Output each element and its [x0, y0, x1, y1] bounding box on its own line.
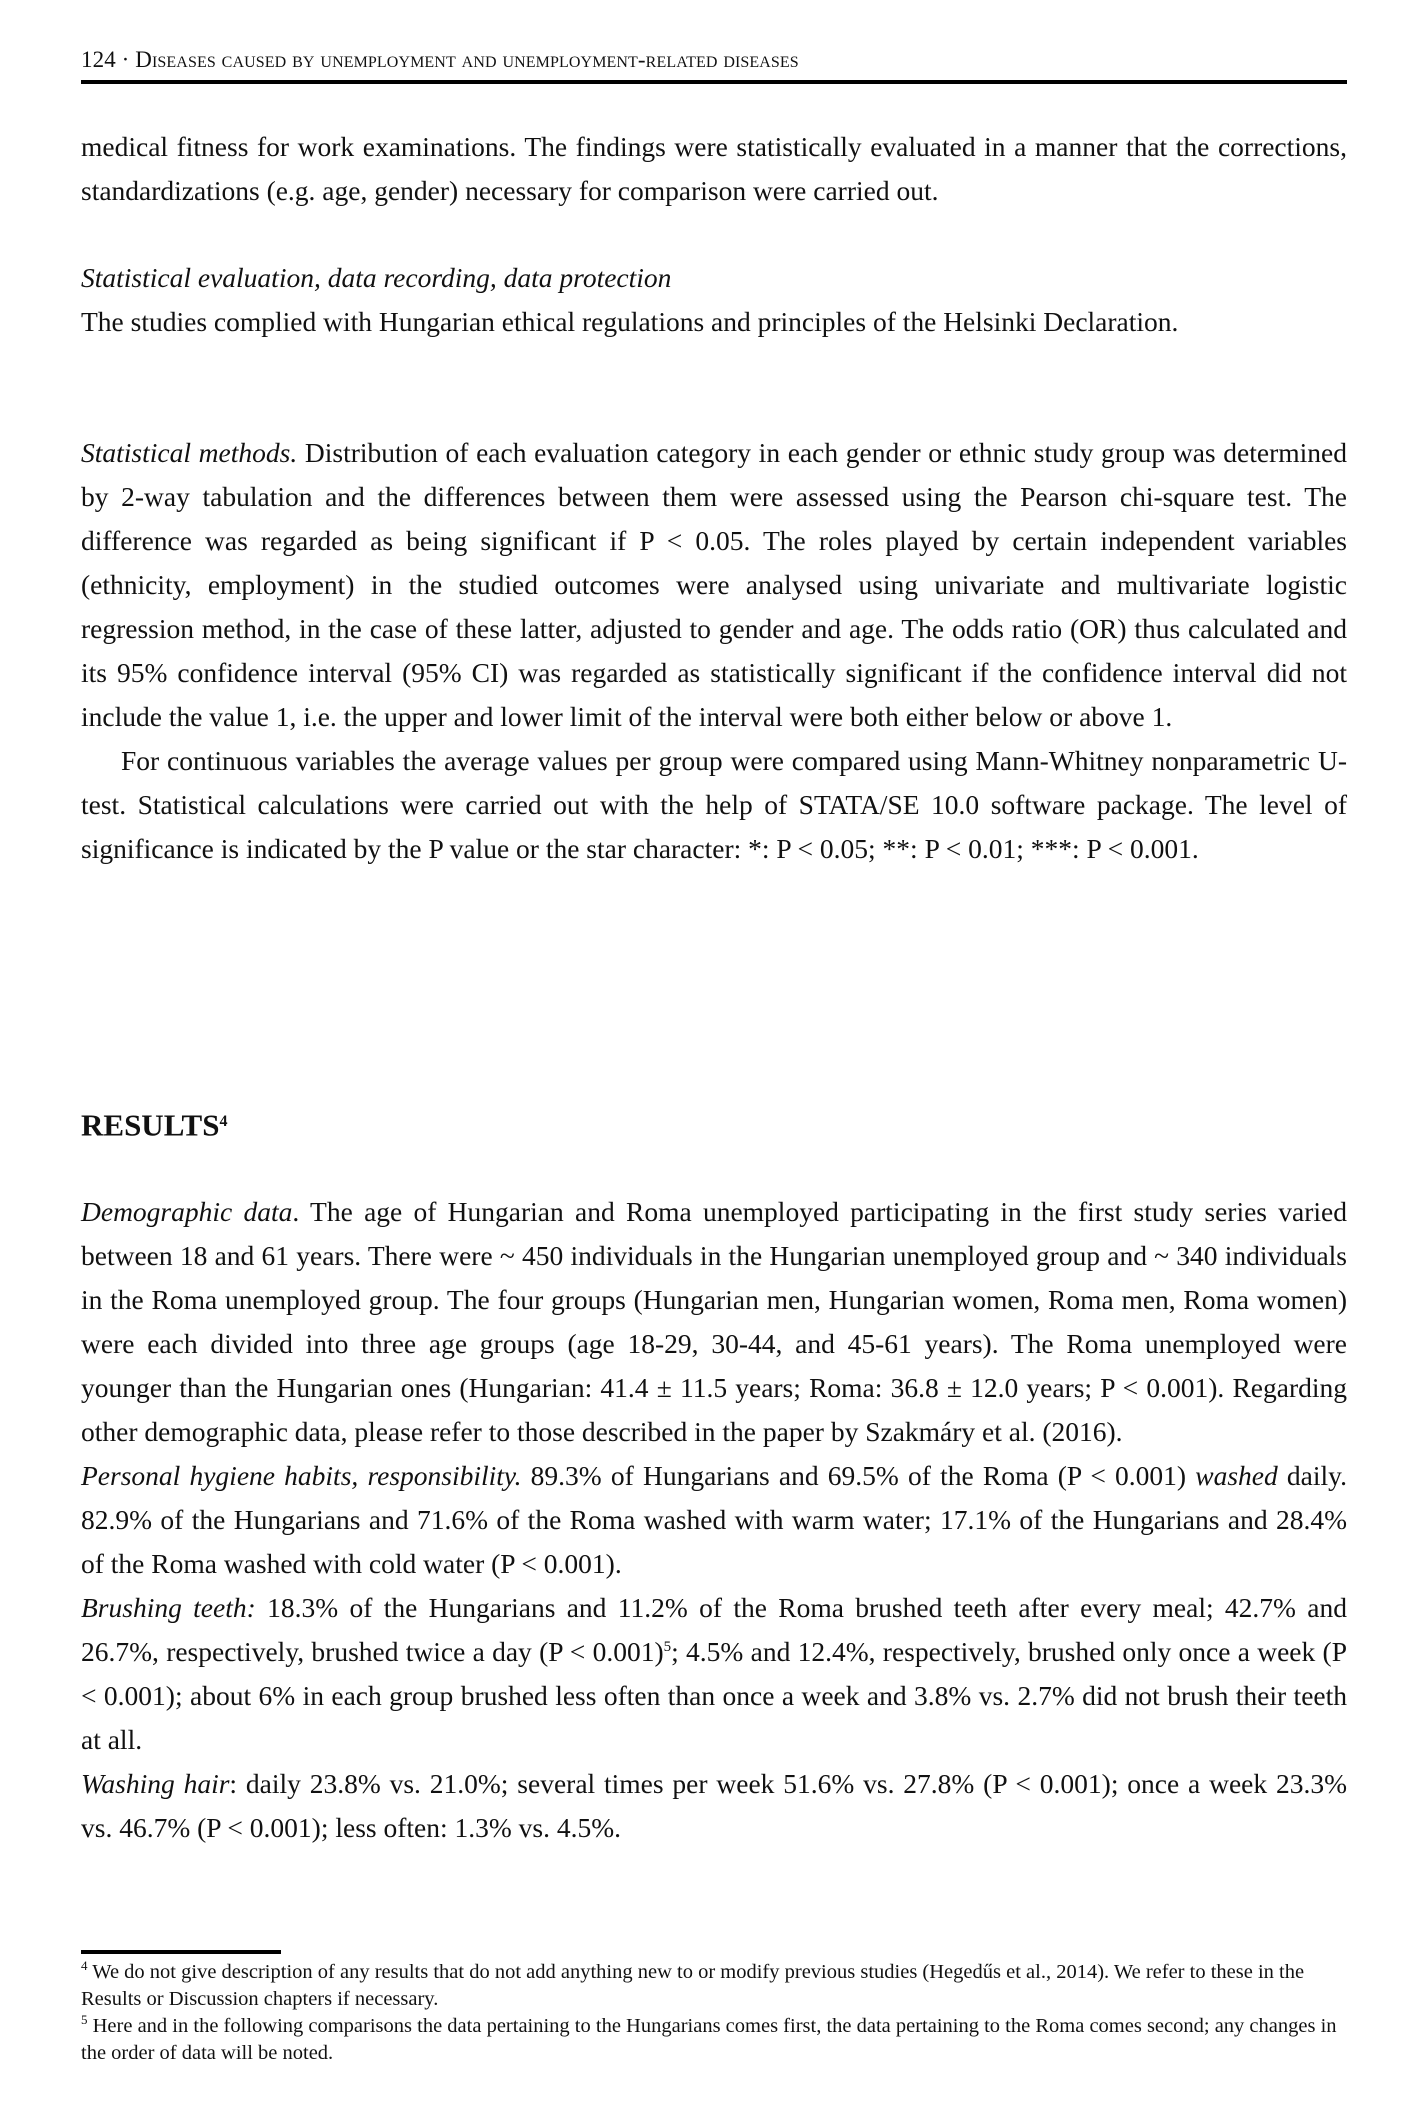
hygiene-text-1: 89.3% of Hungarians and 69.5% of the Roma (P < 0.001) [521, 1460, 1196, 1491]
ethics-text: The studies complied with Hungarian ethical regulations and principles of the Helsinki Declaration. [81, 306, 1179, 337]
hair-text: : daily 23.8% vs. 21.0%; several times per week 51.6% vs. 27.8% (P < 0.001); once a week 23.3% vs. 46.7% (P < 0.001); less often: 1.3% vs. 4.5%. [81, 1768, 1347, 1843]
results-heading [81, 1100, 227, 1145]
ethics-heading-text: Statistical evaluation, data recording, data protection [81, 262, 672, 293]
demographic-text: . The age of Hungarian and Roma unemployed participating in the first study series varied between 18 and 61 years. There were ~ 450 individuals in the Hungarian unemployed group and ~ 340 individuals in the Roma unemployed group. The four groups (Hungarian men, Hungarian women, Roma men, Roma women) were each divided into three age groups (age 18-29, 30-44, and 45-61 years). The Roma unemployed were younger than the Hungarian ones (Hungarian: 41.4 ± 11.5 years; Roma: 36.8 ± 12.0 years; P < 0.001). Regarding other demographic data, please refer to those described in the paper by Szakmáry et al. (2016). [81, 1196, 1347, 1447]
footnote-5 [81, 2013, 1347, 2067]
hair-paragraph [81, 1762, 1347, 1850]
footnote-marker: 5 [81, 2012, 88, 2028]
results-body [81, 1190, 1347, 1850]
footnote-rule [81, 1950, 281, 1954]
footnote-ref-4[interactable]: 4 [219, 1113, 228, 1130]
hygiene-paragraph [81, 1454, 1347, 1586]
teeth-text-1: 18.3% of the Hungarians and 11.2% of the Roma brushed teeth after every meal; 42.7% and 26.7%, respectively, brushed twice a day (P < 0.001) [81, 1592, 1348, 1667]
intro-paragraph [81, 125, 1347, 213]
hygiene-text-2: daily. 82.9% of the Hungarians and 71.6% of the Roma washed with warm water; 17.1% of the Hungarians and 28.4% of the Roma washed with cold water (P < 0.001). [81, 1460, 1347, 1579]
methods-paragraph [81, 431, 1347, 739]
hygiene-washed: washed [1195, 1460, 1278, 1491]
footnote-text: Here and in the following comparisons the data pertaining to the Hungarians comes first, the data pertaining to the Roma comes second; any changes in the order of data will be noted. [81, 2015, 1337, 2064]
ethics-section [81, 256, 1347, 344]
demographic-paragraph [81, 1190, 1347, 1454]
footnotes [81, 1959, 1347, 2067]
teeth-paragraph [81, 1586, 1347, 1762]
demographic-lead: Demographic data [81, 1196, 293, 1227]
footnote-ref-5[interactable]: 5 [663, 1638, 672, 1655]
teeth-lead: Brushing teeth: [81, 1592, 256, 1623]
results-heading-text: RESULTS [81, 1107, 220, 1143]
footnote-text: We do not give description of any results that do not add anything new to or modify previous studies (Hegedűs et al., 2014). We refer to these in the Results or Discussion chapters if necessary. [81, 1961, 1305, 2010]
teeth-text-2: ; 4.5% and 12.4%, respectively, brushed only once a week (P < 0.001); about 6% in each group brushed less often than once a week and 3.8% vs. 2.7% did not brush their teeth at all. [81, 1636, 1347, 1755]
intro-text: medical fitness for work examinations. The findings were statistically evaluated in a manner that the corrections, standardizations (e.g. age, gender) necessary for comparison were carried out. [81, 131, 1347, 206]
hair-lead: Washing hair [81, 1768, 230, 1799]
running-title: Diseases caused by unemployment and unemployment-related diseases [135, 47, 799, 72]
ethics-heading [81, 256, 1347, 300]
footnote-4 [81, 1959, 1347, 2013]
header-rule [81, 80, 1347, 84]
footnote-marker: 4 [81, 1958, 88, 1974]
methods-text: Distribution of each evaluation category in each gender or ethnic study group was determined by 2-way tabulation and the differences between them were assessed using the Pearson chi-square test. The difference was regarded as being significant if P < 0.05. The roles played by certain independent variables (ethnicity, employment) in the studied outcomes were analysed using univariate and multivariate logistic regression method, in the case of these latter, adjusted to gender and age. The odds ratio (OR) thus calculated and its 95% confidence interval (95% CI) was regarded as statistically significant if the confidence interval did not include the value 1, i.e. the upper and lower limit of the interval were both either below or above 1. [81, 437, 1347, 732]
hygiene-lead: Personal hygiene habits, responsibility. [81, 1460, 522, 1491]
continuous-paragraph: For continuous variables the average values per group were compared using Mann-Whitney nonparametric U-test. Statistical calculations were carried out with the help of STATA/SE 10.0 software package. The level of significance is indicated by the P value or the star character: *: P < 0.05; **: P < 0.01; ***: P < 0.001. [81, 745, 1347, 864]
methods-lead: Statistical methods. [81, 437, 298, 468]
header-separator: · [121, 47, 130, 72]
methods-section [81, 431, 1347, 871]
page-number: 124 [81, 47, 116, 72]
running-header [81, 46, 799, 74]
